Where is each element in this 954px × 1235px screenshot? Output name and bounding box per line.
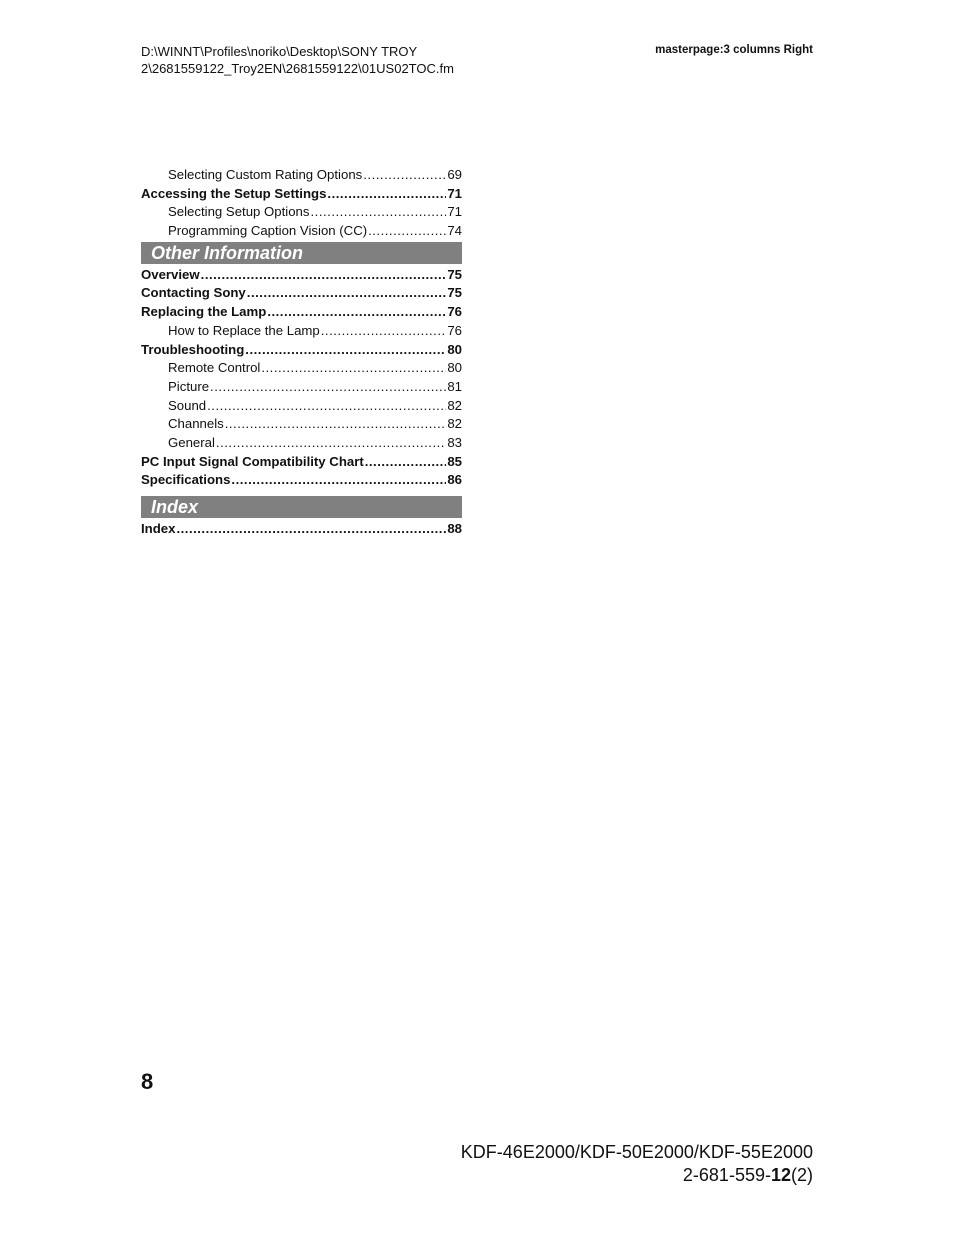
toc-entry[interactable] [141, 453, 462, 472]
toc-entry-label: General [168, 434, 215, 450]
toc-leader-dots [225, 415, 447, 434]
toc-entry[interactable] [141, 397, 462, 416]
model-numbers: KDF-46E2000/KDF-50E2000/KDF-55E2000 [460, 1142, 813, 1162]
toc-entry-label: Overview [141, 266, 200, 282]
toc-entry[interactable] [141, 359, 462, 378]
document-code [461, 1164, 813, 1187]
document-code-prefix: 2-681-559- [682, 1165, 771, 1185]
toc-leader-dots [216, 434, 446, 453]
toc-entry-label: Specifications [141, 472, 231, 488]
toc-leader-dots [207, 397, 446, 416]
toc-entry[interactable] [141, 341, 462, 360]
toc-group-index [141, 520, 462, 539]
footer-model-info [461, 1141, 813, 1187]
toc-entry[interactable] [141, 266, 462, 285]
document-code-suffix: (2) [791, 1165, 813, 1185]
toc-entry[interactable] [141, 203, 462, 222]
toc-entry-page: 71 [447, 204, 462, 220]
file-path-line-1: D:\WINNT\Profiles\noriko\Desktop\SONY TROY [141, 44, 418, 59]
toc-leader-dots [368, 222, 446, 241]
toc-entry-label: How to Replace the Lamp [168, 322, 320, 338]
file-path-line-2: 2\2681559122_Troy2EN\2681559122\01US02TOC.fm [141, 61, 454, 76]
toc-entry-label: PC Input Signal Compatibility Chart [141, 453, 364, 469]
page-number: 8 [141, 1069, 154, 1094]
toc-entry-label: Replacing the Lamp [141, 304, 267, 320]
toc-entry[interactable] [141, 303, 462, 322]
section-header-index: Index [141, 496, 462, 518]
toc-group-other-information [141, 266, 462, 490]
toc-entry[interactable] [141, 520, 462, 539]
toc-entry-label: Picture [168, 378, 210, 394]
toc-entry-page: 76 [447, 304, 462, 320]
toc-entry-page: 75 [447, 285, 462, 301]
toc-entry-page: 69 [447, 167, 462, 182]
toc-entry[interactable] [141, 415, 462, 434]
document-code-bold: 12 [770, 1165, 791, 1185]
toc-entry-page: 88 [447, 521, 462, 536]
toc-entry-label: Programming Caption Vision (CC) [168, 223, 368, 239]
toc-entry[interactable] [141, 434, 462, 453]
toc-leader-dots [365, 453, 447, 472]
toc-entry-label: Accessing the Setup Settings [141, 185, 327, 201]
table-of-contents [141, 166, 462, 539]
toc-entry-page: 71 [447, 185, 462, 201]
toc-leader-dots [311, 203, 447, 222]
file-path-header [141, 43, 454, 77]
toc-entry-label: Index [141, 521, 176, 536]
toc-group-setup [141, 166, 462, 241]
toc-entry-page: 82 [447, 397, 462, 413]
toc-leader-dots [261, 359, 446, 378]
toc-entry-page: 86 [447, 472, 462, 488]
toc-entry[interactable] [141, 185, 462, 204]
toc-entry-label: Selecting Custom Rating Options [168, 167, 363, 182]
toc-entry[interactable] [141, 322, 462, 341]
toc-leader-dots [247, 284, 447, 303]
toc-entry-label: Channels [168, 416, 224, 432]
toc-leader-dots [267, 303, 446, 322]
toc-entry-page: 80 [447, 341, 462, 357]
toc-entry-page: 74 [447, 223, 462, 239]
toc-leader-dots [210, 378, 446, 397]
toc-entry-page: 85 [447, 453, 462, 469]
toc-leader-dots [245, 341, 446, 360]
toc-entry[interactable] [141, 222, 462, 241]
toc-entry-page: 76 [447, 322, 462, 338]
section-header-other-information: Other Information [141, 242, 462, 264]
toc-entry[interactable] [141, 471, 462, 490]
toc-entry-page: 80 [447, 360, 462, 376]
toc-entry-label: Remote Control [168, 360, 261, 376]
toc-leader-dots [231, 471, 446, 490]
toc-entry-label: Contacting Sony [141, 285, 246, 301]
toc-entry-page: 82 [447, 416, 462, 432]
toc-entry[interactable] [141, 378, 462, 397]
toc-entry[interactable] [141, 284, 462, 303]
toc-entry-label: Troubleshooting [141, 341, 245, 357]
toc-entry-label: Selecting Setup Options [168, 204, 310, 220]
toc-entry-page: 83 [447, 434, 462, 450]
toc-entry-page: 81 [447, 378, 462, 394]
toc-leader-dots [363, 166, 446, 185]
toc-entry[interactable] [141, 166, 462, 185]
toc-entry-label: Sound [168, 397, 207, 413]
toc-leader-dots [327, 185, 446, 204]
toc-entry-page: 75 [447, 266, 462, 282]
toc-leader-dots [321, 322, 447, 341]
masterpage-label: masterpage:3 columns Right [655, 44, 813, 56]
toc-leader-dots [201, 266, 447, 285]
toc-leader-dots [176, 520, 446, 539]
